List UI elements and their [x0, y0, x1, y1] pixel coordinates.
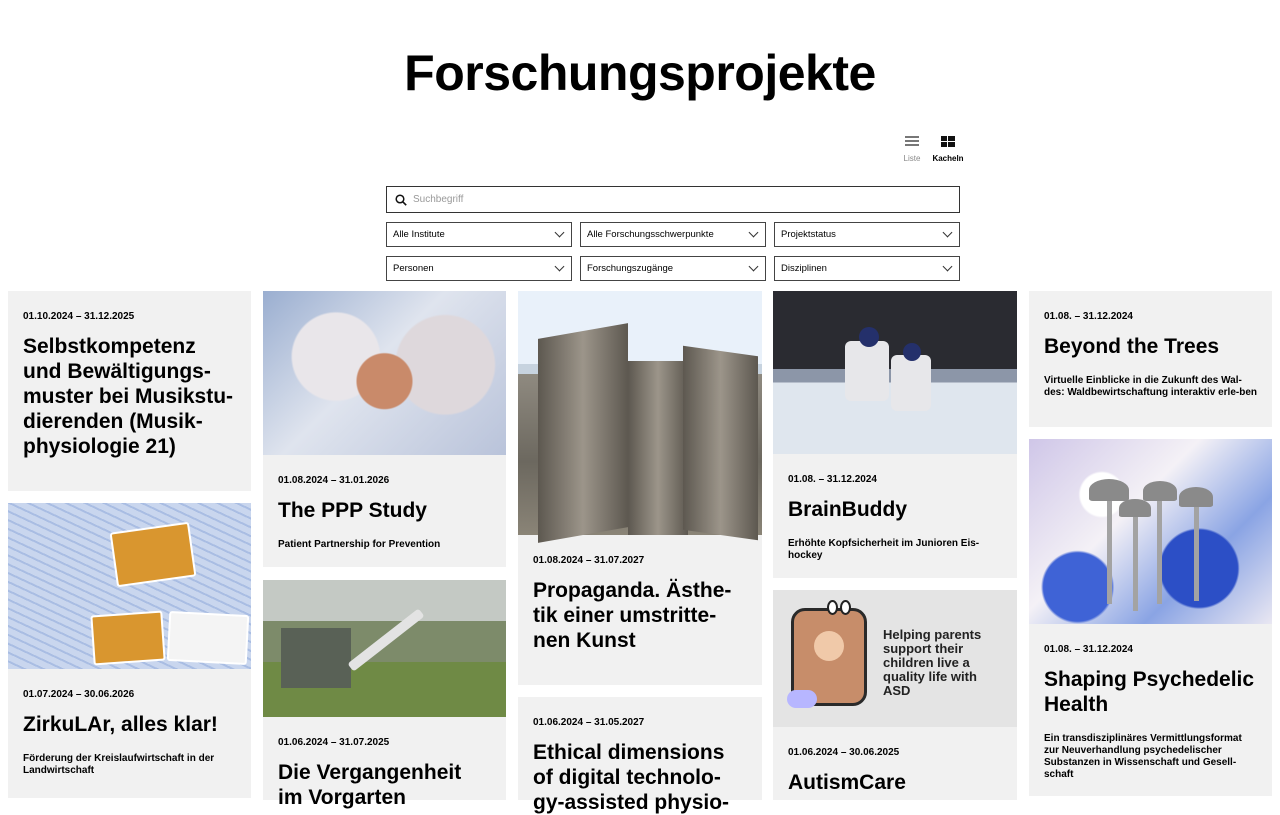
project-date: 01.08.2024 – 31.01.2026	[278, 475, 390, 486]
list-icon	[905, 136, 919, 148]
project-card[interactable]	[518, 697, 762, 814]
search-input[interactable]	[413, 194, 959, 205]
chevron-down-icon	[749, 228, 759, 238]
blob-shape	[787, 690, 817, 708]
project-date: 01.08.2024 – 31.07.2027	[533, 555, 645, 566]
project-date: 01.08. – 31.12.2024	[1044, 311, 1133, 322]
project-card[interactable]	[263, 580, 506, 809]
project-description: Virtuelle Einblicke in die Zukunft des Wal-des: Waldbewirtschaftung interaktiv erle-ben	[1044, 375, 1258, 398]
project-image	[263, 291, 506, 455]
chevron-down-icon	[749, 262, 759, 272]
project-description: Erhöhte Kopfsicherheit im Junioren Eis-hockey	[788, 538, 980, 561]
filter-label: Personen	[393, 263, 434, 274]
filter-label: Projektstatus	[781, 229, 836, 240]
project-image	[773, 590, 1017, 727]
project-title: ZirkuLAr, alles klar!	[23, 713, 218, 736]
project-date: 01.07.2024 – 30.06.2026	[23, 689, 135, 700]
project-title: AutismCare	[788, 771, 906, 794]
page-title: Forschungsprojekte	[404, 45, 876, 101]
project-description: Ein transdisziplinäres Vermittlungsformat zur Neuverhandlung psychedelischer Substanzen in Wissenschaft und Gesell-schaft	[1044, 733, 1242, 780]
filter-research-focus[interactable]	[580, 222, 766, 247]
chevron-down-icon	[943, 262, 953, 272]
project-card[interactable]	[8, 291, 251, 491]
eyes-icon	[827, 600, 851, 615]
project-image	[8, 503, 251, 669]
project-date: 01.10.2024 – 31.12.2025	[23, 311, 135, 322]
filter-project-status[interactable]	[774, 222, 960, 247]
project-card[interactable]	[263, 291, 506, 567]
view-list-button[interactable]	[898, 136, 926, 163]
filter-persons[interactable]	[386, 256, 572, 281]
project-title: BrainBuddy	[788, 498, 908, 521]
filter-label: Disziplinen	[781, 263, 827, 274]
view-tiles-label: Kacheln	[932, 154, 964, 163]
project-image	[1029, 439, 1272, 624]
project-title: The PPP Study	[278, 499, 427, 522]
project-card[interactable]	[1029, 291, 1272, 427]
project-image	[263, 580, 506, 717]
project-card[interactable]	[8, 503, 251, 798]
project-description: Patient Partnership for Prevention	[278, 539, 441, 550]
project-date: 01.06.2024 – 30.06.2025	[788, 747, 900, 758]
project-card[interactable]	[773, 590, 1017, 800]
project-date: 01.06.2024 – 31.05.2027	[533, 717, 645, 728]
project-date: 01.06.2024 – 31.07.2025	[278, 737, 390, 748]
view-list-label: Liste	[903, 154, 921, 163]
chevron-down-icon	[943, 228, 953, 238]
project-title: Shaping Psychedelic Health	[1044, 668, 1255, 716]
search-bar	[386, 186, 960, 213]
project-title: Propaganda. Ästhe-tik einer umstritte-nen Kunst	[533, 579, 732, 652]
project-card[interactable]	[1029, 439, 1272, 796]
project-description: Förderung der Kreislaufwirtschaft in der Landwirtschaft	[23, 753, 215, 776]
view-toggle	[898, 136, 962, 163]
project-title: Beyond the Trees	[1044, 335, 1220, 358]
filter-research-approaches[interactable]	[580, 256, 766, 281]
chevron-down-icon	[555, 262, 565, 272]
tiles-icon	[941, 136, 955, 148]
project-image	[518, 291, 762, 535]
chevron-down-icon	[555, 228, 565, 238]
filter-institutes[interactable]	[386, 222, 572, 247]
search-icon	[395, 194, 407, 206]
filter-label: Alle Institute	[393, 229, 445, 240]
project-title: Ethical dimensions of digital technolo-gy-assisted physio-	[533, 741, 730, 814]
filter-label: Alle Forschungsschwerpunkte	[587, 229, 714, 240]
project-card[interactable]	[518, 291, 762, 685]
project-date: 01.08. – 31.12.2024	[788, 474, 877, 485]
project-image	[773, 291, 1017, 454]
image-caption: Helping parents support their children live a quality life with ASD	[883, 627, 982, 698]
project-card[interactable]	[773, 291, 1017, 578]
filter-disciplines[interactable]	[774, 256, 960, 281]
project-title: Selbstkompetenz und Bewältigungs-muster bei Musikstu-dierenden (Musik-physiologie 21)	[23, 335, 234, 458]
filter-label: Forschungszugänge	[587, 263, 674, 274]
project-title: Die Vergangenheit im Vorgarten	[278, 761, 462, 809]
view-tiles-button[interactable]	[934, 136, 962, 163]
project-date: 01.08. – 31.12.2024	[1044, 644, 1133, 655]
